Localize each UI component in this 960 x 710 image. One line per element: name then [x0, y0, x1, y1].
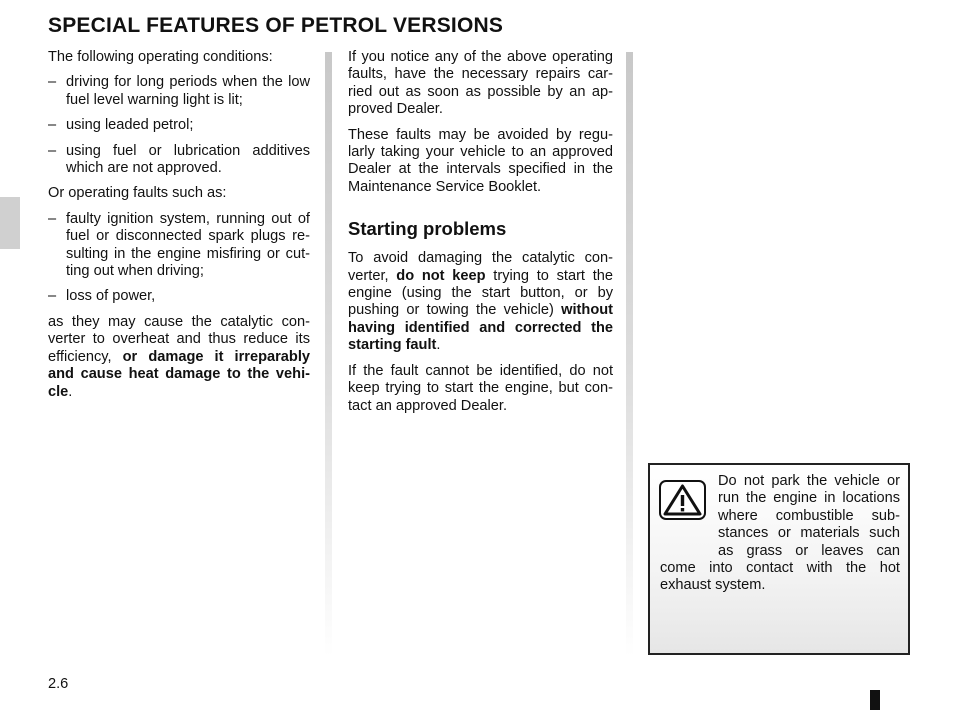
warning-text-block [660, 473, 900, 595]
dash-bullet: – [48, 142, 57, 159]
dash-bullet: – [48, 74, 57, 91]
paragraph-text: . [436, 337, 441, 354]
corner-mark [870, 690, 880, 710]
middle-column [348, 49, 613, 423]
repairs-paragraph: If you notice any of the above operating faults, have the necessary repairs car-ried out as soon as possible by an ap-proved Dealer. [348, 49, 613, 118]
starting-problems-paragraph [348, 250, 613, 354]
consequence-paragraph [48, 314, 310, 401]
dash-bullet: – [48, 210, 57, 227]
dealer-paragraph: If the fault cannot be identified, do not keep trying to start the engine, but con-tact an approved Dealer. [348, 362, 613, 414]
list-item-text: loss of power, [66, 288, 156, 305]
column-divider [626, 52, 633, 657]
column-divider [325, 52, 332, 657]
list-item [48, 143, 310, 178]
list-item [48, 288, 310, 305]
consequence-end: . [68, 383, 73, 400]
list-item-text: faulty ignition system, running out of fuel or disconnected spark plugs re-sulting in the engine misfiring or cut-ting out when driving; [66, 210, 310, 280]
paragraph-text: To avoid damaging the catalytic con-verter, [348, 250, 613, 284]
consequence-text: as they may cause the catalytic con-verter to overheat and thus reduce its efficiency, [48, 313, 310, 365]
list-item [48, 211, 310, 281]
page-number: 2.6 [48, 676, 69, 692]
list-item [48, 74, 310, 109]
consequence-emphasis: or damage it irreparably and cause heat damage to the vehi-cle [48, 348, 310, 400]
page-title: SPECIAL FEATURES OF PETROL VERSIONS [48, 14, 504, 37]
conditions-intro: The following operating conditions: [48, 49, 273, 65]
left-column [48, 49, 310, 409]
paragraph-emphasis: without having identified and corrected the starting fault [348, 302, 614, 354]
list-item-text: using leaded petrol; [66, 117, 194, 134]
faults-intro: Or operating faults such as: [48, 185, 227, 202]
warning-text: Do not park the vehicle or run the engine in locations where combustible sub-stances or materials such as grass or leaves can come into contact with the hot exhaust system. [660, 473, 900, 594]
dash-bullet: – [48, 288, 57, 305]
section-heading: Starting problems [348, 218, 507, 240]
paragraph-text: trying to start the engine (using the start button, or by pushing or towing the vehicle) [348, 267, 613, 319]
warning-box [648, 463, 910, 655]
chapter-tab [0, 197, 20, 249]
list-item-text: driving for long periods when the low fuel level warning light is lit; [66, 74, 310, 108]
paragraph-emphasis: do not keep [396, 267, 486, 284]
dash-bullet: – [48, 117, 57, 134]
maintenance-paragraph: These faults may be avoided by regu-larly taking your vehicle to an approved Dealer at the intervals specified in the Maintenance Service Booklet. [348, 126, 613, 195]
list-item [48, 117, 310, 134]
list-item-text: using fuel or lubrication additives which are not approved. [66, 142, 310, 177]
